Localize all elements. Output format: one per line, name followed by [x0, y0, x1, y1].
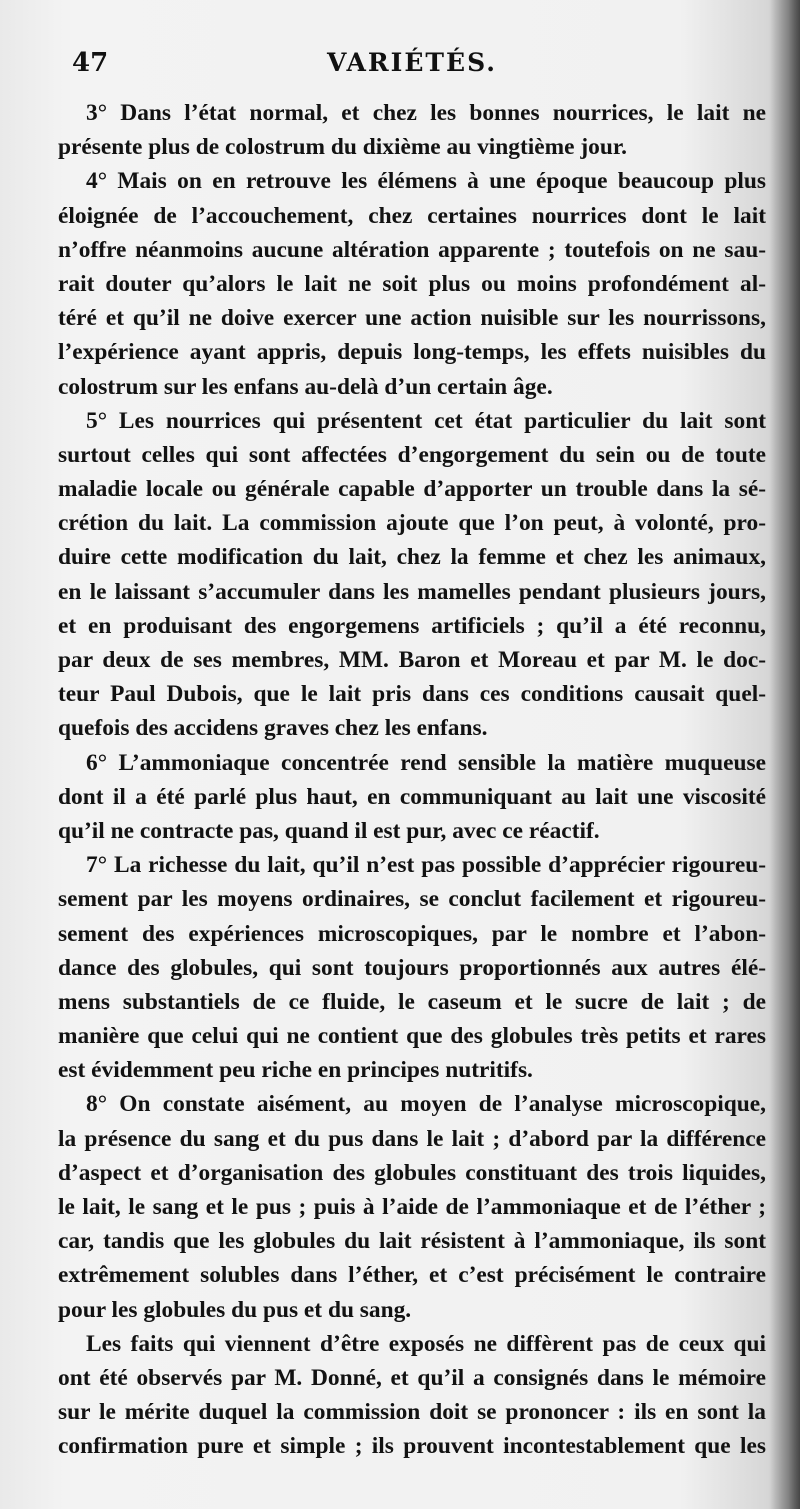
text-line: d’aspect et d’organisation des globules constituant des trois liquides,	[58, 1159, 766, 1186]
text-line: 4° Mais on en retrouve les élémens à une époque beaucoup plus	[86, 168, 766, 195]
text-line: sur le mérite duquel la commission doit se prononcer : ils en sont la	[58, 1399, 766, 1426]
text-line: 6° L’ammoniaque concentrée rend sensible la matière muqueuse	[86, 749, 766, 776]
text-line: en le laissant s’accumuler dans les mamelles pendant plusieurs jours,	[58, 578, 766, 605]
text-line: colostrum sur les enfans au-delà d’un certain âge.	[58, 373, 553, 400]
text-line: et en produisant des engorgemens artificiels ; qu’il a été reconnu,	[58, 612, 766, 639]
text-line: mens substantiels de ce fluide, le caseum et le sucre de lait ; de	[58, 988, 766, 1015]
text-line: crétion du lait. La commission ajoute que l’on peut, à volonté, pro-	[58, 510, 766, 537]
text-line: éloignée de l’accouchement, chez certaines nourrices dont le lait	[58, 202, 766, 229]
text-line: sement des expériences microscopiques, par le nombre et l’abon-	[58, 920, 766, 947]
text-line: l’expérience ayant appris, depuis long-temps, les effets nuisibles du	[58, 339, 766, 366]
text-line: surtout celles qui sont affectées d’engorgement du sein ou de toute	[58, 441, 766, 468]
text-line: manière que celui qui ne contient que des globules très petits et rares	[58, 1023, 766, 1050]
text-line: dance des globules, qui sont toujours proportionnés aux autres élé-	[58, 954, 766, 981]
text-line: teur Paul Dubois, que le lait pris dans ces conditions causait quel-	[58, 681, 766, 708]
text-line: Les faits qui viennent d’être exposés ne diffèrent pas de ceux qui	[86, 1330, 766, 1357]
text-line: n’offre néanmoins aucune altération apparente ; toutefois on ne sau-	[58, 236, 766, 263]
text-line: quefois des accidens graves chez les enfans.	[58, 715, 488, 742]
text-line: la présence du sang et du pus dans le lait ; d’abord par la différence	[58, 1125, 766, 1152]
text-line: le lait, le sang et le pus ; puis à l’aide de l’ammoniaque et de l’éther ;	[58, 1194, 766, 1220]
text-line: présente plus de colostrum du dixième au vingtième jour.	[58, 134, 627, 161]
text-line: est évidemment peu riche en principes nutritifs.	[58, 1057, 533, 1084]
text-line: qu’il ne contracte pas, quand il est pur, avec ce réactif.	[58, 817, 600, 844]
page-header	[62, 46, 762, 86]
body-text	[58, 96, 766, 1464]
text-line: dont il a été parlé plus haut, en communiquant au lait une viscosité	[58, 783, 766, 810]
text-line: maladie locale ou générale capable d’apporter un trouble dans la sé-	[58, 476, 766, 503]
text-line: pour les globules du pus et du sang.	[58, 1296, 412, 1323]
text-line: car, tandis que les globules du lait résistent à l’ammoniaque, ils sont	[58, 1228, 766, 1255]
page-number: 47	[72, 48, 109, 78]
text-line: par deux de ses membres, MM. Baron et Moreau et par M. le doc-	[58, 647, 766, 673]
text-line: sement par les moyens ordinaires, se conclut facilement et rigoureu-	[58, 886, 766, 913]
text-line: 5° Les nourrices qui présentent cet état particulier du lait sont	[86, 407, 766, 434]
text-line: ont été observés par M. Donné, et qu’il a consignés dans le mémoire	[58, 1364, 766, 1391]
text-line: 8° On constate aisément, au moyen de l’analyse microscopique,	[86, 1091, 766, 1118]
text-line: extrêmement solubles dans l’éther, et c’est précisément le contraire	[58, 1262, 766, 1289]
text-line: duire cette modification du lait, chez la femme et chez les animaux,	[58, 544, 766, 571]
text-line: téré et qu’il ne doive exercer une action nuisible sur les nourrissons,	[58, 305, 766, 332]
text-line: confirmation pure et simple ; ils prouvent incontestablement que les	[58, 1433, 766, 1460]
text-line: 3° Dans l’état normal, et chez les bonnes nourrices, le lait ne	[86, 100, 766, 126]
text-line: rait douter qu’alors le lait ne soit plus ou moins profondément al-	[58, 270, 766, 297]
running-title: VARIÉTÉS.	[327, 48, 497, 77]
text-line: 7° La richesse du lait, qu’il n’est pas possible d’apprécier rigoureu-	[86, 852, 766, 879]
page-edge-shadow	[770, 0, 800, 1509]
